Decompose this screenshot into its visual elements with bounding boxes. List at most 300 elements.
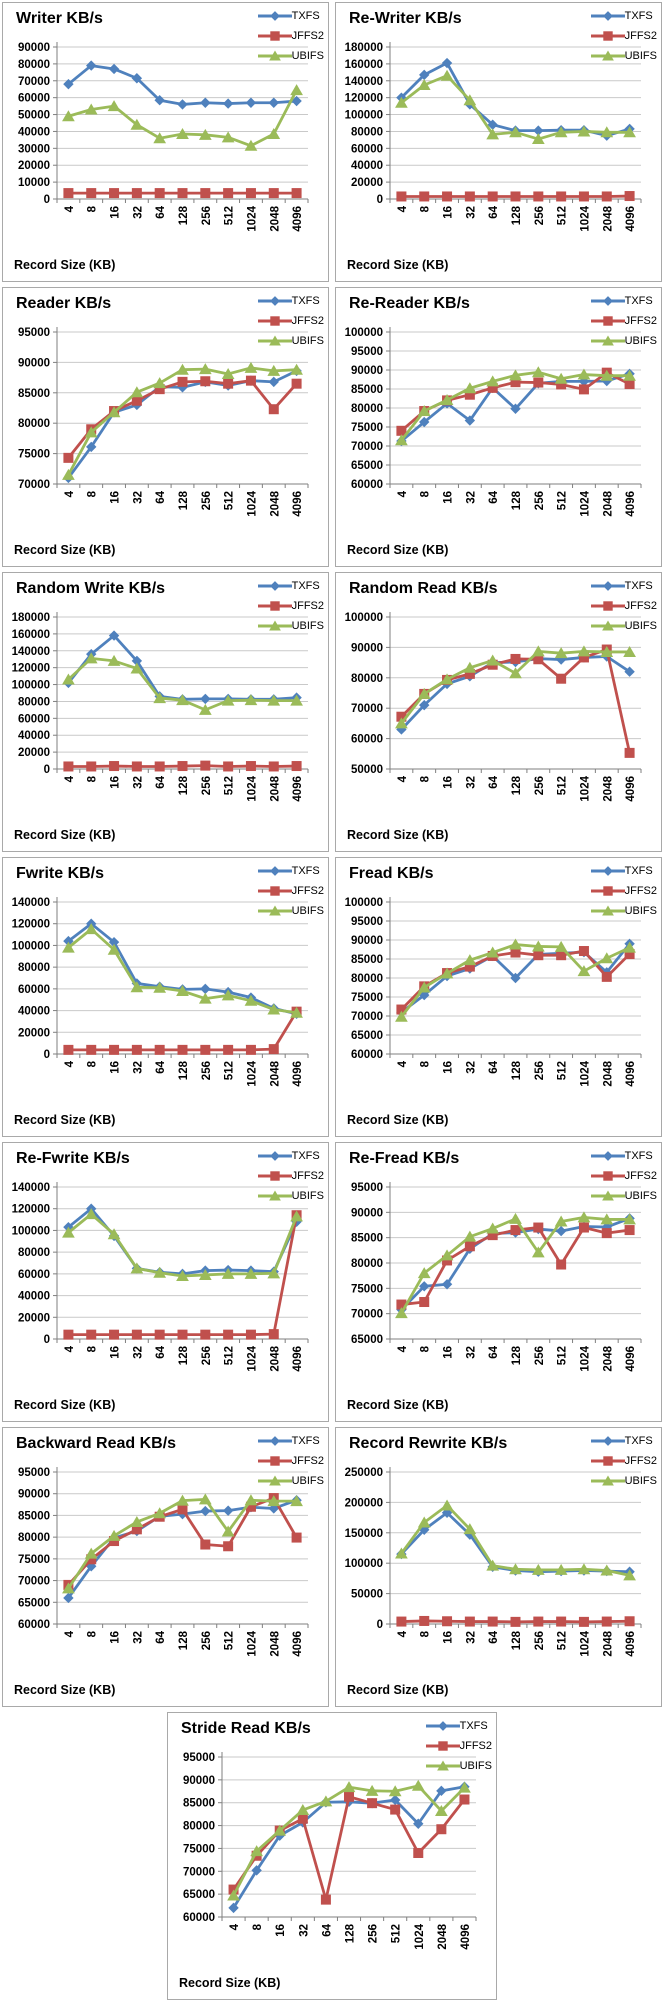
x-tick-label: 2048	[602, 1630, 614, 1656]
x-tick-label: 256	[534, 1346, 546, 1365]
y-tick-label: 80000	[183, 1821, 215, 1833]
diamond-marker	[603, 1437, 611, 1445]
chart-panel-record-rewrite-kb-s	[335, 1427, 662, 1707]
x-tick-label: 1024	[246, 775, 258, 801]
square-marker	[579, 192, 588, 201]
diamond-marker	[270, 867, 278, 875]
y-tick-label: 150000	[345, 1528, 383, 1540]
x-tick-label: 128	[511, 1630, 523, 1650]
square-marker	[87, 762, 96, 771]
y-tick-label: 120000	[345, 93, 383, 105]
legend-label: TXFS	[625, 1435, 653, 1447]
y-tick-label: 90000	[183, 1775, 215, 1787]
square-marker	[201, 1045, 210, 1054]
x-tick-label: 256	[201, 491, 213, 510]
ubifs-marker-icon	[591, 1475, 625, 1487]
square-marker	[132, 1045, 141, 1054]
legend-item-txfs	[258, 1431, 324, 1451]
y-tick-label: 95000	[351, 346, 383, 358]
txfs-marker-icon	[591, 580, 625, 592]
square-marker	[420, 1616, 429, 1625]
y-tick-label: 70000	[183, 1866, 215, 1878]
x-tick-label: 16	[443, 1061, 455, 1074]
chart-panel-fwrite-kb-s	[2, 857, 329, 1137]
square-marker	[201, 189, 210, 198]
x-tick-label: 32	[132, 206, 144, 219]
y-tick-label: 65000	[351, 1334, 383, 1346]
y-tick-label: 90000	[351, 1207, 383, 1219]
chart-panel-re-fwrite-kb-s	[2, 1142, 329, 1422]
square-marker	[110, 1045, 119, 1054]
x-tick-label: 1024	[579, 1345, 591, 1371]
x-tick-label: 1024	[246, 205, 258, 231]
square-marker	[64, 762, 73, 771]
legend-label: JFFS2	[625, 30, 657, 42]
diamond-marker	[603, 1152, 611, 1160]
y-tick-label: 100000	[345, 897, 383, 909]
y-tick-label: 140000	[12, 646, 50, 658]
legend-label: UBIFS	[625, 905, 657, 917]
chart-legend	[591, 576, 657, 636]
y-tick-label: 70000	[351, 441, 383, 453]
y-tick-label: 95000	[351, 916, 383, 928]
chart-legend	[258, 576, 324, 636]
y-tick-label: 60000	[18, 984, 50, 996]
x-tick-label: 256	[534, 1061, 546, 1080]
txfs-marker-icon	[591, 1435, 625, 1447]
y-tick-label: 100000	[12, 1225, 50, 1237]
x-tick-label: 64	[488, 205, 500, 218]
x-tick-label: 128	[511, 490, 523, 510]
y-tick-label: 85000	[351, 384, 383, 396]
square-marker	[246, 1045, 255, 1054]
square-marker	[579, 947, 588, 956]
txfs-marker-icon	[591, 10, 625, 22]
x-axis-title: Record Size (KB)	[347, 1683, 448, 1697]
chart-legend	[591, 1431, 657, 1491]
chart-legend	[258, 291, 324, 351]
chart-title: Re-Fread KB/s	[349, 1150, 459, 1168]
x-tick-label: 64	[488, 1630, 500, 1643]
legend-label: JFFS2	[460, 1740, 492, 1752]
legend-item-ubifs	[591, 901, 657, 921]
square-marker	[602, 1229, 611, 1238]
legend-item-jffs2	[258, 311, 324, 331]
x-tick-label: 4096	[625, 1346, 637, 1372]
series-line-jffs2	[68, 1012, 296, 1050]
square-marker	[269, 762, 278, 771]
x-axis-title: Record Size (KB)	[14, 543, 115, 557]
chart-legend	[258, 6, 324, 66]
x-tick-label: 512	[224, 491, 236, 510]
x-tick-label: 16	[443, 206, 455, 219]
diamond-marker	[246, 98, 255, 107]
legend-item-txfs	[258, 291, 324, 311]
y-tick-label: 100000	[345, 612, 383, 624]
x-axis-title: Record Size (KB)	[347, 543, 448, 557]
y-tick-label: 90000	[18, 42, 50, 54]
square-marker	[269, 1045, 278, 1054]
y-tick-label: 40000	[18, 1291, 50, 1303]
square-marker	[321, 1895, 330, 1904]
square-marker	[132, 1330, 141, 1339]
square-marker	[64, 1045, 73, 1054]
x-tick-label: 4096	[292, 1346, 304, 1372]
square-marker	[625, 380, 634, 389]
x-tick-label: 1024	[579, 490, 591, 516]
y-tick-label: 120000	[12, 1204, 50, 1216]
square-marker	[178, 189, 187, 198]
x-tick-label: 2048	[437, 1923, 449, 1949]
y-tick-label: 80000	[351, 673, 383, 685]
square-marker	[201, 377, 210, 386]
y-tick-label: 40000	[18, 730, 50, 742]
square-marker	[201, 761, 210, 770]
chart-title: Re-Fwrite KB/s	[16, 1150, 130, 1168]
x-tick-label: 128	[511, 775, 523, 795]
x-tick-label: 4096	[292, 206, 304, 232]
legend-item-jffs2	[591, 1451, 657, 1471]
diamond-marker	[603, 297, 611, 305]
legend-label: TXFS	[625, 295, 653, 307]
y-tick-label: 80000	[351, 126, 383, 138]
x-tick-label: 4	[397, 775, 409, 782]
diamond-marker	[270, 582, 278, 590]
legend-label: TXFS	[625, 580, 653, 592]
jffs2-marker-icon	[591, 30, 625, 42]
diamond-marker	[224, 99, 233, 108]
square-marker	[87, 189, 96, 198]
ubifs-marker-icon	[426, 1760, 460, 1772]
x-tick-label: 16	[110, 1346, 122, 1359]
square-marker	[368, 1799, 377, 1808]
x-tick-label: 8	[420, 490, 432, 497]
x-tick-label: 256	[534, 776, 546, 795]
x-tick-label: 16	[110, 776, 122, 789]
ubifs-marker-icon	[591, 1190, 625, 1202]
x-tick-label: 64	[155, 1345, 167, 1358]
x-tick-label: 256	[201, 206, 213, 225]
y-tick-label: 60000	[18, 93, 50, 105]
square-marker	[246, 1330, 255, 1339]
x-tick-label: 4096	[292, 491, 304, 517]
legend-item-jffs2	[258, 881, 324, 901]
x-tick-label: 64	[155, 490, 167, 503]
x-tick-label: 32	[132, 491, 144, 504]
legend-item-jffs2	[591, 1166, 657, 1186]
square-marker	[625, 1617, 634, 1626]
legend-item-jffs2	[258, 26, 324, 46]
x-tick-label: 4	[397, 205, 409, 212]
diamond-marker	[110, 64, 119, 73]
square-marker	[534, 1617, 543, 1626]
triangle-marker	[601, 953, 612, 963]
x-tick-label: 32	[465, 206, 477, 219]
legend-label: JFFS2	[625, 1170, 657, 1182]
square-marker	[511, 192, 520, 201]
square-marker	[488, 192, 497, 201]
square-marker	[391, 1805, 400, 1814]
x-tick-label: 4096	[292, 1061, 304, 1087]
y-tick-label: 60000	[351, 479, 383, 491]
x-tick-label: 64	[488, 490, 500, 503]
chart-panel-writer-kb-s	[2, 2, 329, 282]
x-tick-label: 4096	[625, 1631, 637, 1657]
ubifs-marker-icon	[258, 1190, 292, 1202]
y-tick-label: 10000	[18, 177, 50, 189]
y-tick-label: 70000	[18, 1576, 50, 1588]
chart-title: Reader KB/s	[16, 295, 111, 313]
diamond-marker	[270, 297, 278, 305]
chart-title: Fread KB/s	[349, 865, 433, 883]
square-marker	[438, 1742, 446, 1750]
chart-panel-random-write-kb-s	[2, 572, 329, 852]
chart-title: Stride Read KB/s	[181, 1720, 311, 1738]
diamond-marker	[269, 98, 278, 107]
legend-item-ubifs	[258, 616, 324, 636]
x-tick-label: 64	[155, 775, 167, 788]
x-tick-label: 16	[110, 1061, 122, 1074]
jffs2-marker-icon	[426, 1740, 460, 1752]
legend-item-jffs2	[591, 881, 657, 901]
x-tick-label: 1024	[579, 775, 591, 801]
y-tick-label: 60000	[183, 1912, 215, 1924]
square-marker	[292, 379, 301, 388]
diamond-marker	[270, 12, 278, 20]
legend-label: UBIFS	[292, 1190, 324, 1202]
y-tick-label: 95000	[18, 327, 50, 339]
x-tick-label: 16	[443, 1631, 455, 1644]
x-tick-label: 64	[155, 1630, 167, 1643]
ubifs-marker-icon	[258, 905, 292, 917]
legend-item-jffs2	[258, 596, 324, 616]
legend-label: UBIFS	[460, 1760, 492, 1772]
x-tick-label: 4	[397, 490, 409, 497]
y-tick-label: 140000	[12, 1182, 50, 1194]
x-tick-label: 128	[178, 1060, 190, 1080]
diamond-marker	[269, 377, 278, 386]
x-tick-label: 32	[465, 1631, 477, 1644]
diamond-marker	[224, 1506, 233, 1515]
x-tick-label: 4	[64, 775, 76, 782]
chart-panel-re-fread-kb-s	[335, 1142, 662, 1422]
legend-label: TXFS	[292, 1150, 320, 1162]
x-tick-label: 128	[511, 1345, 523, 1365]
jffs2-marker-icon	[258, 315, 292, 327]
legend-label: JFFS2	[292, 885, 324, 897]
triangle-marker	[291, 85, 302, 95]
legend-item-jffs2	[426, 1736, 492, 1756]
x-tick-label: 2048	[269, 1345, 281, 1371]
y-tick-label: 50000	[351, 1589, 383, 1601]
y-tick-label: 70000	[18, 76, 50, 88]
y-tick-label: 80000	[351, 973, 383, 985]
chart-panel-random-read-kb-s	[335, 572, 662, 852]
x-tick-label: 2048	[269, 490, 281, 516]
chart-title: Writer KB/s	[16, 10, 103, 28]
x-tick-label: 4	[229, 1923, 241, 1930]
square-marker	[397, 192, 406, 201]
series-line-txfs	[401, 63, 629, 136]
txfs-marker-icon	[591, 295, 625, 307]
chart-title: Record Rewrite KB/s	[349, 1435, 507, 1453]
legend-item-txfs	[258, 576, 324, 596]
ubifs-marker-icon	[591, 905, 625, 917]
square-marker	[397, 1617, 406, 1626]
square-marker	[155, 1045, 164, 1054]
x-tick-label: 1024	[246, 490, 258, 516]
txfs-marker-icon	[258, 295, 292, 307]
series-line-ubifs	[68, 1214, 296, 1276]
square-marker	[465, 1617, 474, 1626]
ubifs-marker-icon	[591, 335, 625, 347]
y-tick-label: 60000	[351, 734, 383, 746]
y-tick-label: 140000	[12, 897, 50, 909]
square-marker	[603, 1457, 611, 1465]
legend-item-txfs	[591, 861, 657, 881]
x-tick-label: 64	[488, 1345, 500, 1358]
legend-item-txfs	[591, 6, 657, 26]
x-tick-label: 32	[465, 1346, 477, 1359]
chart-title: Random Read KB/s	[349, 580, 497, 598]
x-tick-label: 32	[465, 776, 477, 789]
square-marker	[292, 1533, 301, 1542]
square-marker	[579, 1617, 588, 1626]
x-tick-label: 32	[132, 1346, 144, 1359]
square-marker	[603, 602, 611, 610]
y-tick-label: 95000	[351, 1182, 383, 1194]
txfs-marker-icon	[258, 1435, 292, 1447]
diamond-marker	[603, 12, 611, 20]
series-line-jffs2	[401, 1228, 629, 1305]
x-tick-label: 32	[465, 1061, 477, 1074]
y-tick-label: 20000	[18, 1027, 50, 1039]
series-line-txfs	[68, 924, 296, 1014]
x-tick-label: 256	[201, 1061, 213, 1080]
x-tick-label: 2048	[602, 1060, 614, 1086]
x-tick-label: 4096	[292, 1631, 304, 1657]
x-tick-label: 4	[397, 1630, 409, 1637]
chart-legend	[591, 291, 657, 351]
square-marker	[155, 762, 164, 771]
y-tick-label: 65000	[18, 1597, 50, 1609]
legend-item-txfs	[591, 1146, 657, 1166]
y-tick-label: 90000	[351, 365, 383, 377]
x-tick-label: 512	[224, 1061, 236, 1080]
square-marker	[270, 887, 278, 895]
legend-item-ubifs	[258, 1186, 324, 1206]
x-tick-label: 2048	[602, 1345, 614, 1371]
square-marker	[602, 192, 611, 201]
y-tick-label: 20000	[18, 747, 50, 759]
x-tick-label: 512	[557, 491, 569, 510]
square-marker	[292, 189, 301, 198]
jffs2-marker-icon	[258, 885, 292, 897]
legend-label: TXFS	[625, 865, 653, 877]
square-marker	[64, 453, 73, 462]
jffs2-marker-icon	[258, 1455, 292, 1467]
square-marker	[292, 762, 301, 771]
x-tick-label: 16	[275, 1924, 287, 1937]
legend-item-txfs	[426, 1716, 492, 1736]
x-tick-label: 128	[511, 1060, 523, 1080]
chart-panel-fread-kb-s	[335, 857, 662, 1137]
square-marker	[246, 376, 255, 385]
square-marker	[603, 32, 611, 40]
diamond-marker	[201, 984, 210, 993]
series-line-txfs	[68, 66, 296, 105]
y-tick-label: 0	[44, 1049, 50, 1061]
y-tick-label: 80000	[351, 403, 383, 415]
square-marker	[178, 1505, 187, 1514]
jffs2-marker-icon	[591, 1455, 625, 1467]
x-tick-label: 8	[420, 1630, 432, 1637]
x-tick-label: 2048	[269, 1630, 281, 1656]
square-marker	[298, 1814, 307, 1823]
square-marker	[64, 189, 73, 198]
x-tick-label: 4	[64, 1345, 76, 1352]
chart-title: Fwrite KB/s	[16, 865, 104, 883]
y-tick-label: 90000	[18, 1489, 50, 1501]
x-tick-label: 2048	[269, 1060, 281, 1086]
y-tick-label: 120000	[12, 663, 50, 675]
y-tick-label: 85000	[18, 1510, 50, 1522]
x-tick-label: 1024	[246, 1345, 258, 1371]
x-tick-label: 16	[110, 206, 122, 219]
square-marker	[511, 1617, 520, 1626]
txfs-marker-icon	[258, 865, 292, 877]
chart-panel-re-writer-kb-s	[335, 2, 662, 282]
legend-label: TXFS	[292, 295, 320, 307]
y-tick-label: 160000	[12, 629, 50, 641]
square-marker	[603, 317, 611, 325]
y-tick-label: 90000	[351, 935, 383, 947]
x-tick-label: 2048	[269, 775, 281, 801]
chart-title: Random Write KB/s	[16, 580, 165, 598]
x-tick-label: 4	[64, 1060, 76, 1067]
ubifs-marker-icon	[591, 620, 625, 632]
chart-panel-re-reader-kb-s	[335, 287, 662, 567]
y-tick-label: 100000	[12, 680, 50, 692]
square-marker	[224, 1045, 233, 1054]
y-tick-label: 75000	[351, 992, 383, 1004]
x-tick-label: 512	[224, 206, 236, 225]
y-tick-label: 20000	[18, 1312, 50, 1324]
square-marker	[270, 602, 278, 610]
ubifs-marker-icon	[258, 620, 292, 632]
legend-label: UBIFS	[292, 1475, 324, 1487]
legend-item-ubifs	[258, 1471, 324, 1491]
y-tick-label: 50000	[18, 110, 50, 122]
square-marker	[269, 1330, 278, 1339]
x-tick-label: 8	[87, 1060, 99, 1067]
x-tick-label: 4096	[460, 1924, 472, 1950]
square-marker	[557, 192, 566, 201]
x-tick-label: 64	[321, 1923, 333, 1936]
y-tick-label: 85000	[183, 1798, 215, 1810]
square-marker	[534, 378, 543, 387]
x-tick-label: 4096	[625, 1061, 637, 1087]
x-tick-label: 32	[132, 1631, 144, 1644]
square-marker	[534, 192, 543, 201]
series-line-ubifs	[68, 929, 296, 1013]
x-tick-label: 4096	[625, 776, 637, 802]
x-tick-label: 256	[201, 776, 213, 795]
square-marker	[579, 385, 588, 394]
y-tick-label: 85000	[18, 388, 50, 400]
diamond-marker	[270, 1437, 278, 1445]
y-tick-label: 40000	[18, 1006, 50, 1018]
